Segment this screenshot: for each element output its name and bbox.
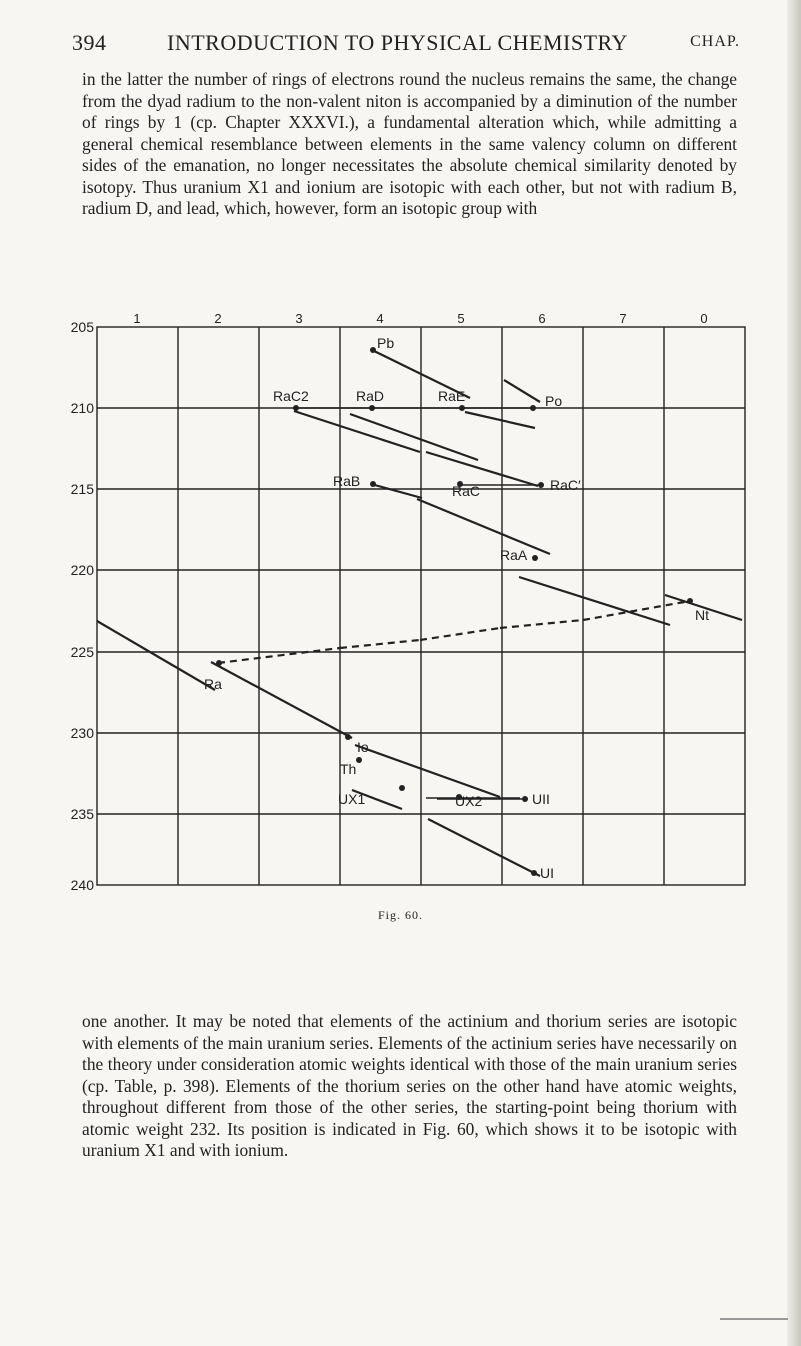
row-label: 215	[70, 481, 94, 497]
row-label: 240	[70, 877, 94, 893]
column-label: 1	[133, 311, 141, 326]
page-bottom-rule	[720, 1318, 788, 1320]
alpha-transition-lines	[97, 350, 742, 876]
element-label-rac: RaC	[452, 483, 481, 499]
row-label: 210	[70, 400, 94, 416]
column-label: 0	[700, 311, 708, 326]
element-label-rac-prime: RaC′	[550, 477, 581, 493]
row-label: 230	[70, 725, 94, 741]
element-label-ux2: UX2	[455, 793, 483, 809]
figure-caption: Fig. 60.	[377, 908, 423, 922]
element-label-rac2: RaC2	[273, 388, 309, 404]
element-label-uii: UII	[532, 791, 550, 807]
isotope-dashed-lines	[218, 601, 690, 663]
chapter-marker: CHAP.	[690, 33, 740, 50]
running-title: INTRODUCTION TO PHYSICAL CHEMISTRY	[167, 30, 628, 55]
column-label: 5	[457, 311, 465, 326]
element-label-nt: Nt	[695, 607, 709, 623]
paragraph-bottom: one another. It may be noted that elements of the actinium and thorium series are isotopic with elements of the main uranium series. Elements of the actinium series have necessarily on the theory under consideration atomic weights identical with those of the main uranium series (cp. Table, p. 398). Elements of the thorium series on the other hand have atomic weights, throughout different from those of the other series, the starting-point being thorium with atomic weight 232. Its position is indicated in Fig. 60, which shows it to be isotopic with uranium X1 and with ionium.	[82, 1011, 737, 1160]
element-label-rad: RaD	[356, 388, 385, 404]
element-label-rab: RaB	[333, 473, 361, 489]
row-label: 225	[70, 644, 94, 660]
column-label: 4	[376, 311, 384, 326]
element-label-ux1: UX1	[338, 791, 366, 807]
row-label: 235	[70, 806, 94, 822]
element-label-ui: UI	[540, 865, 554, 881]
column-label: 7	[619, 311, 627, 326]
element-label-io: Io	[357, 739, 369, 755]
element-label-raa: RaA	[500, 547, 528, 563]
row-label: 205	[70, 319, 94, 335]
page-number: 394	[72, 30, 107, 55]
element-label-rae: RaE	[438, 388, 466, 404]
element-label-th: Th	[340, 761, 357, 777]
row-label: 220	[70, 562, 94, 578]
paragraph-top: in the latter the number of rings of electrons round the nucleus remains the same, the change from the dyad radium to the non-valent niton is accompanied by a diminution of the number of rings by 1 (cp. Chapter XXXVI.), a fundamental alteration which, while admitting a general chemical resemblance between elements in the same valency column on different sides of the emanation, no longer necessitates the absolute chemical similarity denoted by isotopy. Thus uranium X1 and ionium are isotopic with each other, but not with radium B, radium D, and lead, which, however, form an isotopic group with	[82, 69, 737, 218]
column-label: 2	[214, 311, 222, 326]
diagram-grid	[97, 327, 745, 885]
column-label: 6	[538, 311, 546, 326]
element-label-po: Po	[545, 393, 563, 409]
column-label: 3	[295, 311, 303, 326]
element-label-ra: Ra	[204, 676, 222, 692]
element-label-pb: Pb	[377, 335, 395, 351]
